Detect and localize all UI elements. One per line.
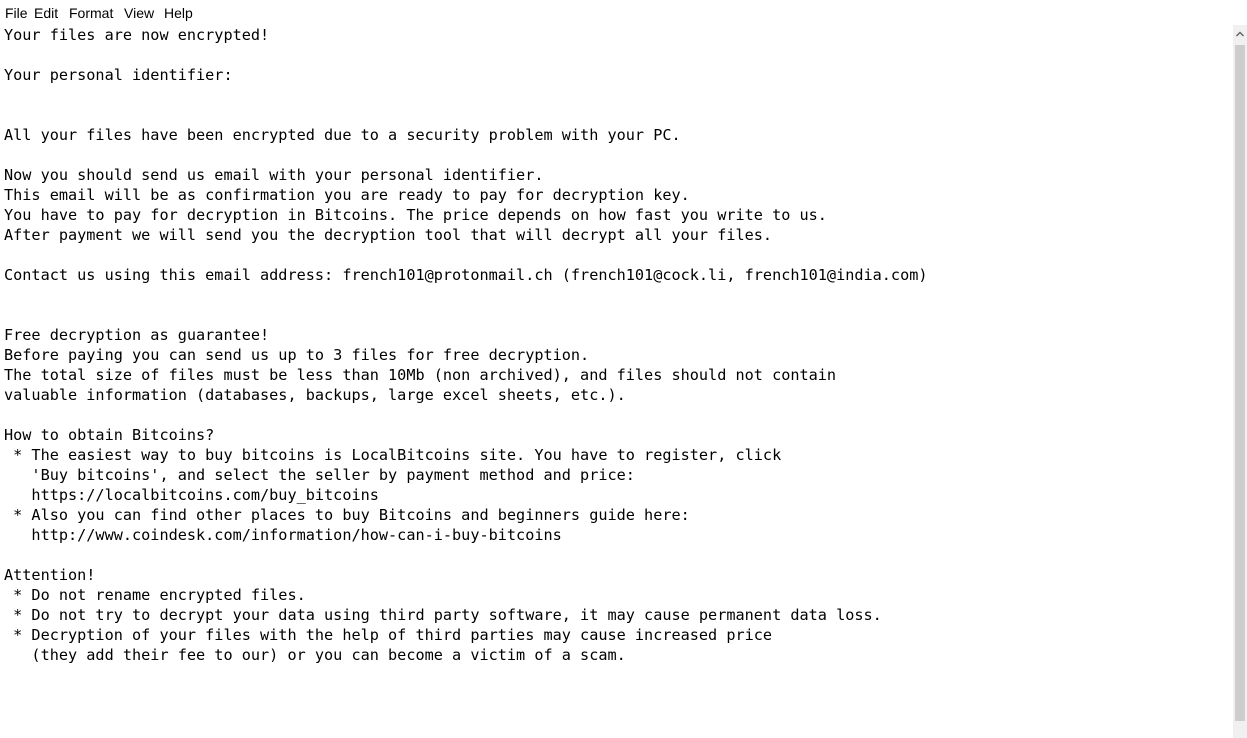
text-line: Free decryption as guarantee! — [4, 326, 270, 344]
vertical-scrollbar[interactable] — [1233, 25, 1247, 738]
text-line: You have to pay for decryption in Bitcoins. The price depends on how fast you write to us. — [4, 206, 827, 224]
text-line: After payment we will send you the decryption tool that will decrypt all your files. — [4, 226, 773, 244]
text-line: Before paying you can send us up to 3 files for free decryption. — [4, 346, 590, 364]
text-line: * Decryption of your files with the help of third parties may cause increased price — [4, 626, 773, 644]
text-line: All your files have been encrypted due to a security problem with your PC. — [4, 126, 681, 144]
text-line: (they add their fee to our) or you can become a victim of a scam. — [4, 646, 626, 664]
text-line: 'Buy bitcoins', and select the seller by payment method and price: — [4, 466, 635, 484]
text-line: * Do not try to decrypt your data using third party software, it may cause permanent data loss. — [4, 606, 882, 624]
text-line: Contact us using this email address: french101@protonmail.ch (french101@cock.li, french101@india.com) — [4, 266, 928, 284]
menu-help[interactable]: Help — [164, 5, 193, 21]
text-line: Now you should send us email with your personal identifier. — [4, 166, 544, 184]
text-line: * Also you can find other places to buy Bitcoins and beginners guide here: — [4, 506, 690, 524]
text-line: How to obtain Bitcoins? — [4, 426, 215, 444]
menu-file[interactable]: File — [5, 5, 28, 21]
menu-format[interactable]: Format — [69, 5, 114, 21]
chevron-up-icon — [1236, 31, 1244, 37]
text-line: Attention! — [4, 566, 96, 584]
text-line: The total size of files must be less than 10Mb (non archived), and files should not contain — [4, 366, 837, 384]
text-editor-area[interactable] — [0, 25, 1233, 738]
text-line: https://localbitcoins.com/buy_bitcoins — [4, 486, 379, 504]
text-line: * Do not rename encrypted files. — [4, 586, 306, 604]
text-line: Your personal identifier: — [4, 66, 233, 84]
text-line: * The easiest way to buy bitcoins is LocalBitcoins site. You have to register, click — [4, 446, 782, 464]
menu-bar — [0, 0, 1247, 26]
text-line: This email will be as confirmation you are ready to pay for decryption key. — [4, 186, 690, 204]
text-line: Your files are now encrypted! — [4, 26, 270, 44]
text-line: valuable information (databases, backups, large excel sheets, etc.). — [4, 386, 626, 404]
menu-view[interactable]: View — [124, 5, 155, 21]
menu-edit[interactable]: Edit — [34, 5, 59, 21]
text-line: http://www.coindesk.com/information/how-can-i-buy-bitcoins — [4, 526, 562, 544]
scrollbar-thumb[interactable] — [1235, 45, 1245, 721]
scroll-up-button[interactable] — [1233, 25, 1247, 44]
